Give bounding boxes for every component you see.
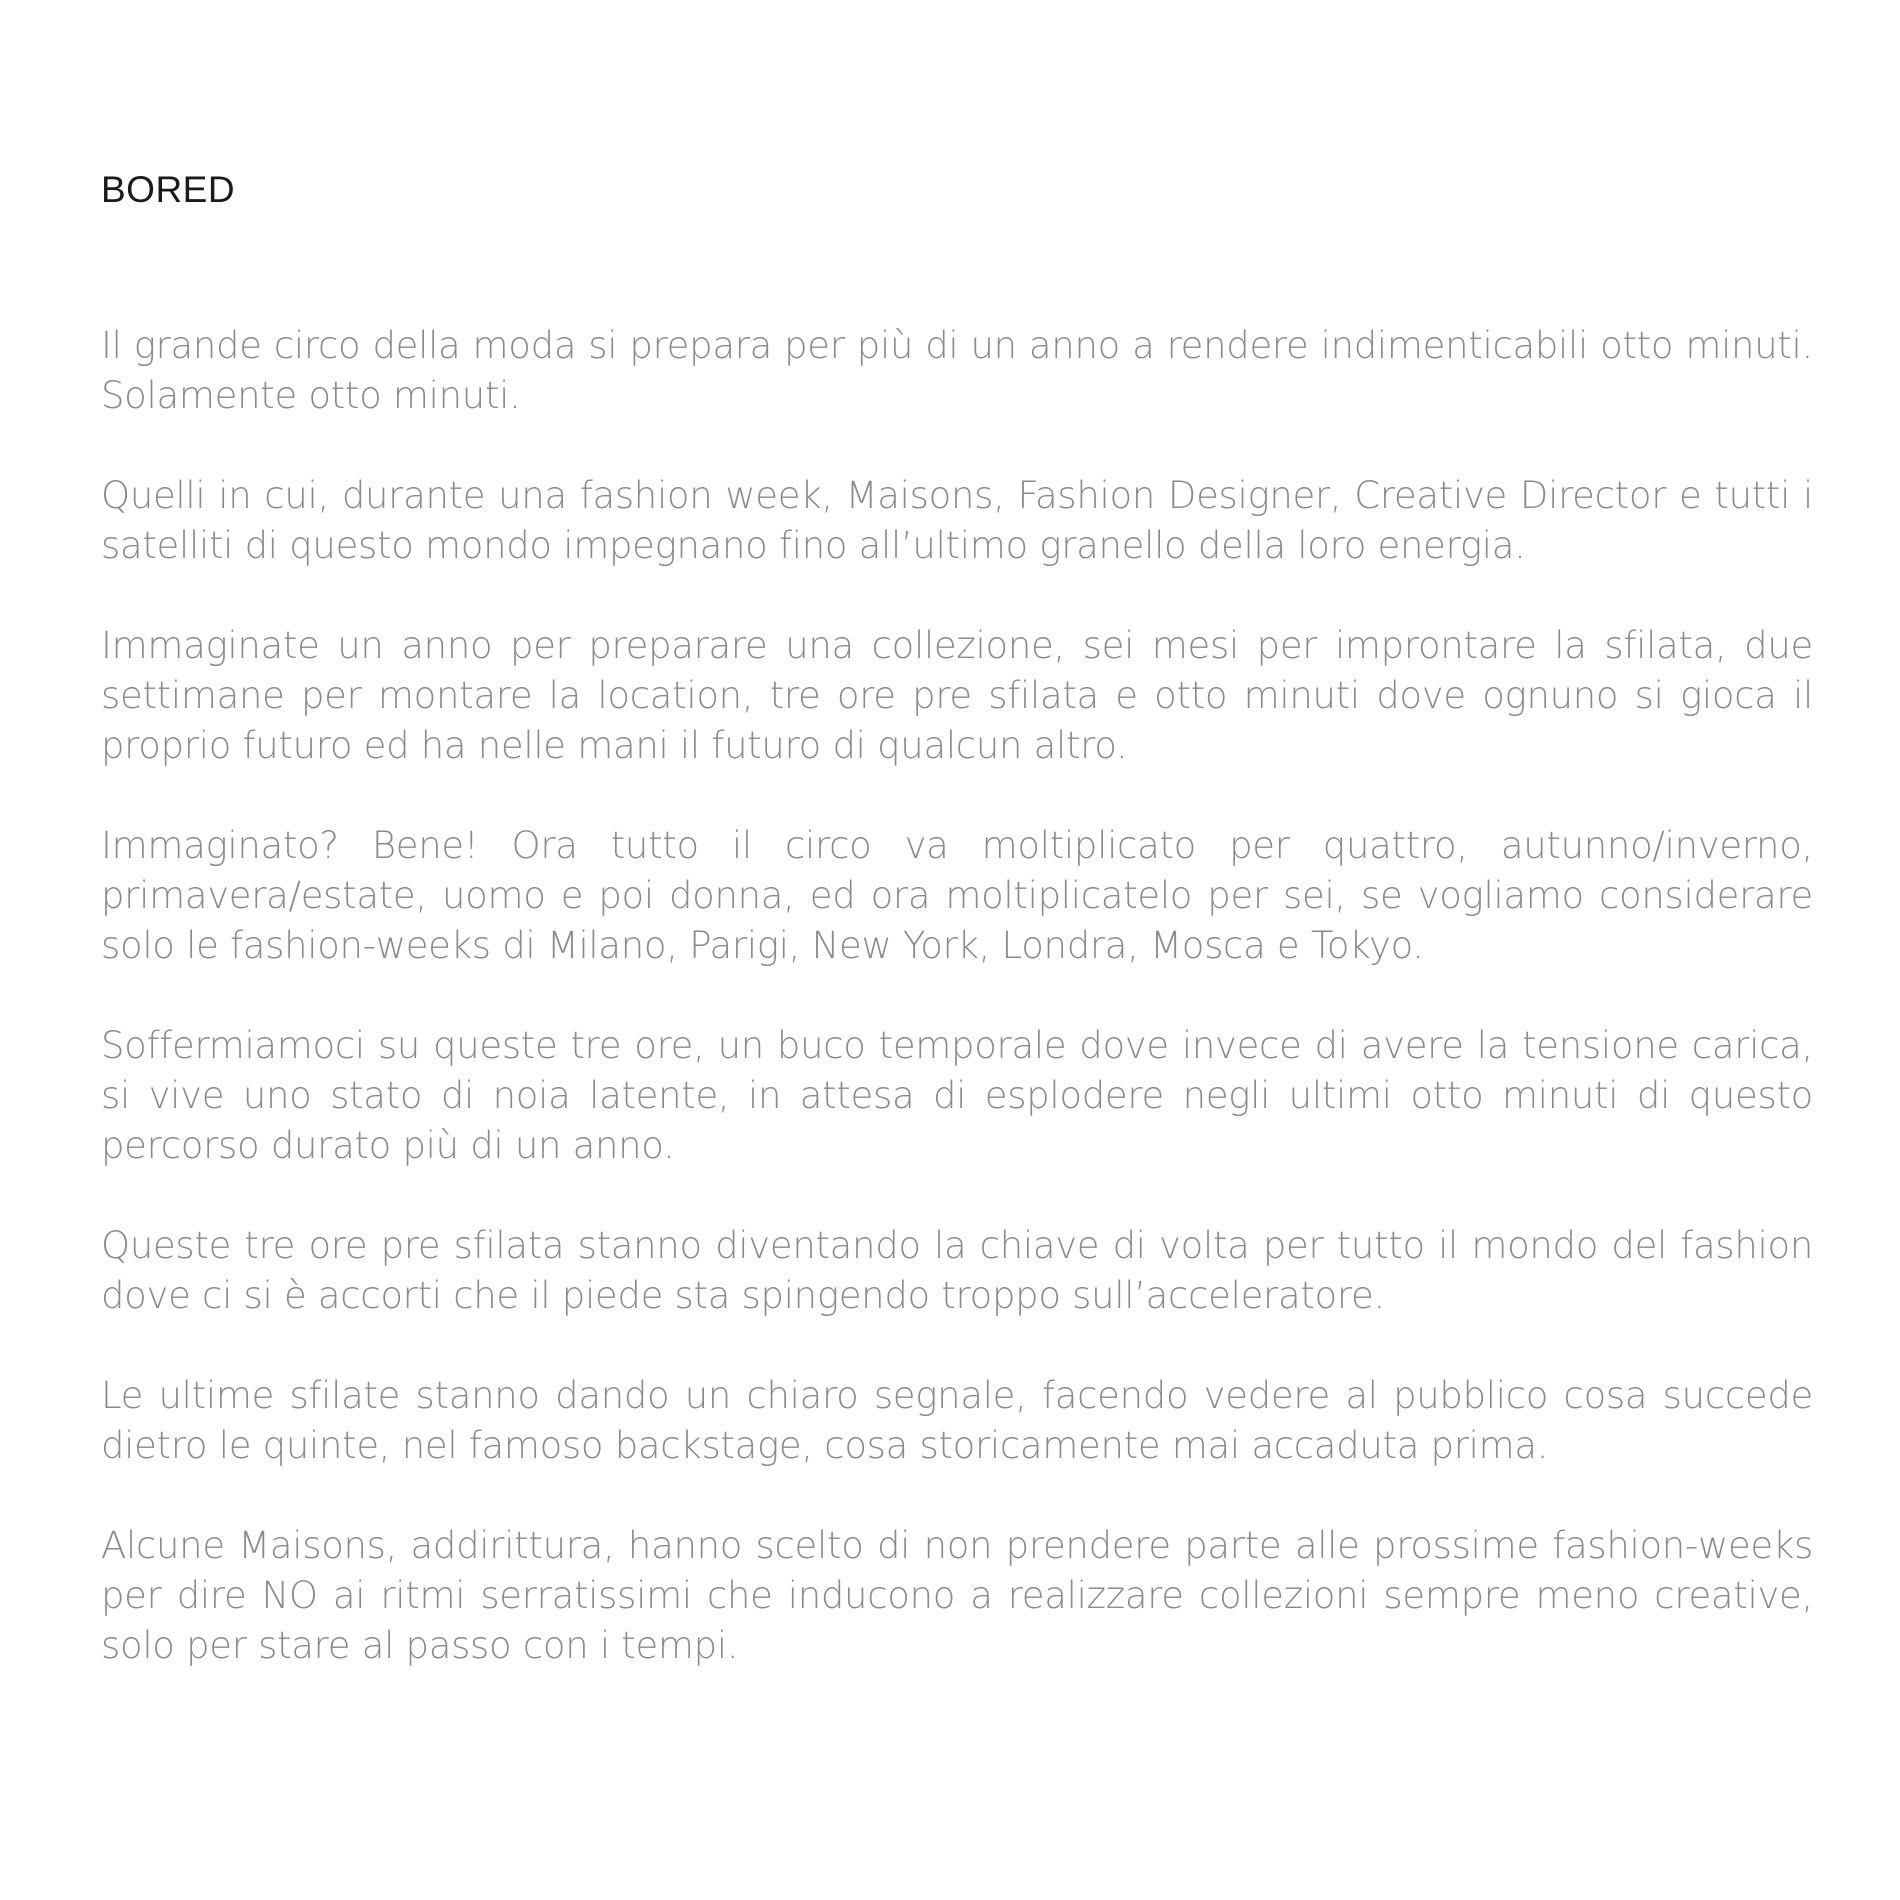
article-body (101, 321, 1813, 1671)
paragraph-5: Soffermiamoci su queste tre ore, un buco temporale dove invece di avere la tensione carica, si vive uno stato di noia latente, in attesa di esplodere negli ultimi otto minuti di questo percorso durato più di un anno. (101, 1024, 1813, 1167)
document-page (101, 168, 1813, 1667)
paragraph-4: Immaginato? Bene! Ora tutto il circo va moltiplicato per quattro, autunno/inverno, primavera/estate, uomo e poi donna, ed ora moltiplicatelo per sei, se vogliamo considerare solo le fashion-weeks di Milano, Parigi, New York, Londra, Mosca e Tokyo. (101, 824, 1813, 967)
page-title: BORED (101, 169, 236, 210)
paragraph-7: Le ultime sfilate stanno dando un chiaro segnale, facendo vedere al pubblico cosa succede dietro le quinte, nel famoso backstage, cosa storicamente mai accaduta prima. (101, 1374, 1813, 1467)
paragraph-3: Immaginate un anno per preparare una collezione, sei mesi per improntare la sfilata, due settimane per montare la location, tre ore pre sfilata e otto minuti dove ognuno si gioca il proprio futuro ed ha nelle mani il futuro di qualcun altro. (101, 624, 1813, 767)
paragraph-2: Quelli in cui, durante una fashion week, Maisons, Fashion Designer, Creative Director e tutti i satelliti di questo mondo impegnano fino all’ultimo granello della loro energia. (101, 474, 1813, 567)
paragraph-6: Queste tre ore pre sfilata stanno diventando la chiave di volta per tutto il mondo del fashion dove ci si è accorti che il piede sta spingendo troppo sull’acceleratore. (101, 1224, 1813, 1317)
paragraph-8: Alcune Maisons, addirittura, hanno scelto di non prendere parte alle prossime fashion-weeks per dire NO ai ritmi serratissimi che inducono a realizzare collezioni sempre meno creative, solo per stare al passo con i tempi. (101, 1524, 1813, 1667)
paragraph-1: Il grande circo della moda si prepara per più di un anno a rendere indimenticabili otto minuti. Solamente otto minuti. (101, 324, 1813, 417)
